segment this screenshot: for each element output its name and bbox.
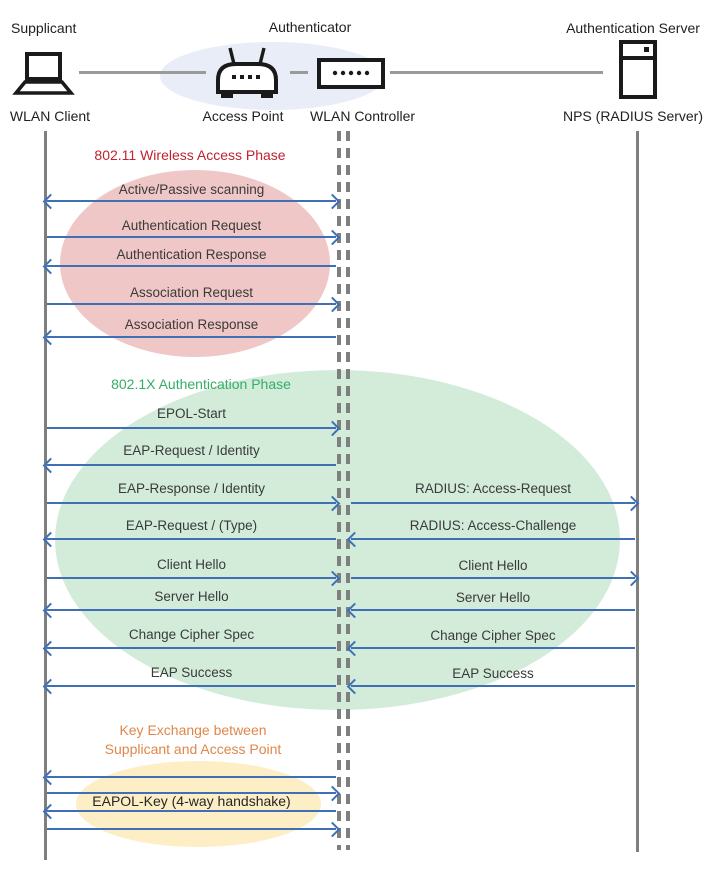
message-label: Authentication Request [121, 218, 262, 233]
message-arrow [47, 502, 336, 504]
message-arrow [47, 464, 336, 466]
message-arrow [47, 303, 336, 305]
role-authentication-server: Authentication Server [566, 20, 700, 36]
message-arrow [351, 685, 635, 687]
laptop-icon [10, 51, 78, 98]
role-supplicant: Supplicant [11, 20, 77, 36]
connector-ap-to-controller [290, 71, 308, 74]
device-wlan-controller: WLAN Controller [309, 108, 416, 124]
message-label: RADIUS: Access-Challenge [409, 518, 577, 533]
device-nps-radius-server: NPS (RADIUS Server) [562, 108, 704, 124]
phase-title-key-exchange [48, 721, 338, 759]
message-label: Client Hello [458, 558, 528, 573]
message-label: Association Request [129, 285, 254, 300]
phase-title-80211: 802.11 Wireless Access Phase [94, 147, 286, 163]
lifeline-auth-server [636, 131, 639, 852]
message-label: Client Hello [156, 557, 227, 572]
message-label: Association Response [124, 317, 259, 332]
message-label: EAP Success [452, 666, 534, 681]
message-label: Change Cipher Spec [430, 628, 556, 643]
message-label: Authentication Response [116, 247, 267, 262]
message-arrow [47, 647, 336, 649]
message-arrow [47, 336, 336, 338]
message-label: Active/Passive scanning [118, 182, 265, 197]
message-label: Change Cipher Spec [128, 627, 255, 642]
eapol-key-label: EAPOL-Key (4-way handshake) [92, 793, 291, 809]
message-arrow [47, 685, 336, 687]
connector-client-to-ap [79, 71, 206, 74]
message-arrow [351, 577, 635, 579]
message-arrow [47, 236, 336, 238]
message-arrow [47, 538, 336, 540]
message-arrow [351, 647, 635, 649]
connector-controller-to-server [390, 71, 603, 74]
handshake-arrow [47, 810, 336, 812]
phase-title-8021x: 802.1X Authentication Phase [111, 376, 291, 392]
lifeline-authenticator-b [346, 131, 350, 850]
message-label: EAP-Request / (Type) [125, 518, 258, 533]
message-arrow [351, 502, 635, 504]
role-authenticator: Authenticator [268, 19, 352, 35]
message-arrow [47, 265, 336, 267]
message-arrow [47, 200, 336, 202]
phase-title-key-exchange-line1: Key Exchange between [119, 722, 267, 738]
message-arrow [47, 577, 336, 579]
handshake-arrow [47, 828, 336, 830]
phase-title-key-exchange-line2: Supplicant and Access Point [104, 741, 282, 757]
message-label: EAP-Request / Identity [123, 443, 260, 458]
message-label: Server Hello [455, 590, 531, 605]
message-arrow [47, 609, 336, 611]
device-wlan-client: WLAN Client [9, 108, 91, 124]
message-label: EAP-Response / Identity [117, 481, 266, 496]
wlan-controller-icon [317, 58, 385, 89]
device-access-point: Access Point [202, 108, 284, 124]
server-icon [619, 40, 657, 99]
access-point-icon [212, 46, 282, 102]
message-label: RADIUS: Access-Request [414, 481, 572, 496]
message-arrow [351, 538, 635, 540]
handshake-arrow [47, 776, 336, 778]
message-label: Server Hello [154, 589, 229, 604]
message-label: EAP Success [150, 665, 233, 680]
message-arrow [351, 609, 635, 611]
message-arrow [47, 427, 336, 429]
message-label: EPOL-Start [156, 406, 227, 421]
